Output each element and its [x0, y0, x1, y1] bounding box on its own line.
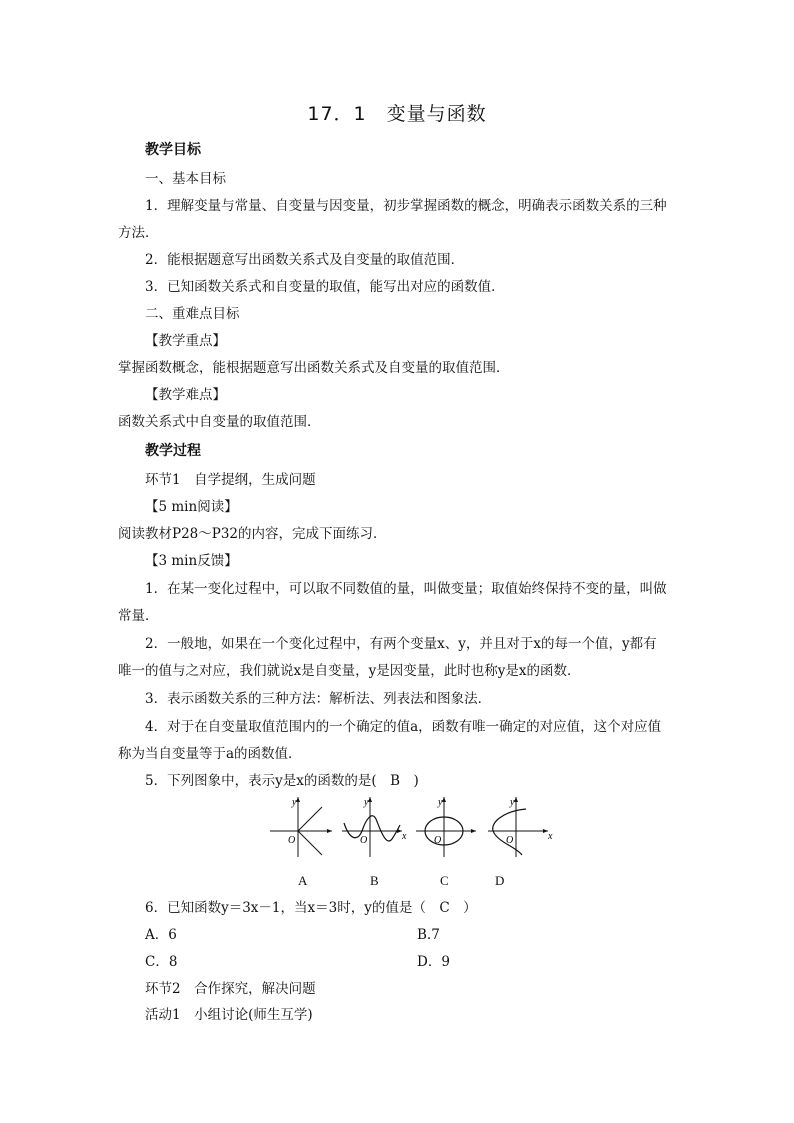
graph-label-a: A: [298, 873, 308, 888]
graph-label-c: C: [440, 873, 449, 888]
text-line: 唯一的值与之对应，我们就说x是自变量，y是因变量，此时也称y是x的函数．: [118, 663, 581, 679]
text-line: 1．理解变量与常量、自变量与因变量，初步掌握函数的概念，明确表示函数关系的三种: [145, 198, 667, 214]
text-line: 【5 min阅读】: [145, 499, 238, 515]
text-line: 1．在某一变化过程中，可以取不同数值的量，叫做变量；取值始终保持不变的量，叫做: [145, 581, 667, 597]
svg-text:y: y: [510, 797, 515, 808]
question-6: 6．已知函数y＝3x－1，当x＝3时，y的值是（ C ）: [145, 900, 477, 916]
text-line: 【3 min反馈】: [145, 553, 238, 569]
page-title: 17．1 变量与函数: [307, 103, 487, 125]
graph-a-figure: [268, 793, 334, 859]
text-line: 3．已知函数关系式和自变量的取值，能写出对应的函数值．: [145, 279, 505, 295]
text-line: 3．表示函数关系的三种方法：解析法、列表法和图象法．: [145, 691, 492, 707]
section-heading-process: 教学过程: [145, 443, 201, 459]
graph-c-figure: [414, 793, 480, 859]
svg-text:O: O: [506, 835, 514, 846]
text-line: 二、重难点目标: [145, 306, 240, 322]
text-line: 2．一般地，如果在一个变化过程中，有两个变量x、y，并且对于x的每一个值，y都有: [145, 636, 657, 652]
graph-b-figure: [340, 793, 410, 859]
svg-text:x: x: [548, 831, 553, 842]
svg-text:O: O: [434, 835, 442, 846]
text-line: 阅读教材P28～P32的内容，完成下面练习．: [118, 526, 387, 542]
text-line: 活动1 小组讨论(师生互学): [145, 1007, 313, 1023]
option-a: A．6: [145, 927, 177, 943]
text-line: 方法．: [118, 225, 159, 241]
text-line: 掌握函数概念，能根据题意写出函数关系式及自变量的取值范围．: [118, 360, 510, 376]
text-line: 【教学重点】: [145, 333, 226, 349]
graph-label-d: D: [495, 873, 505, 888]
text-line: 函数关系式中自变量的取值范围．: [118, 414, 321, 430]
text-line: 环节1 自学提纲，生成问题: [145, 472, 316, 488]
text-line: 【教学难点】: [145, 387, 226, 403]
option-b: B.7: [417, 927, 440, 943]
section-heading-goals: 教学目标: [145, 142, 201, 158]
svg-text:O: O: [288, 835, 296, 846]
question-5: 5．下列图象中，表示y是x的函数的是( B ): [145, 773, 419, 789]
svg-text:y: y: [438, 797, 443, 808]
text-line: 称为当自变量等于a的函数值．: [118, 746, 302, 762]
option-c: C．8: [145, 954, 178, 970]
text-line: 一、基本目标: [145, 171, 226, 187]
svg-text:x: x: [402, 831, 407, 842]
text-line: 环节2 合作探究，解决问题: [145, 981, 316, 997]
text-line: 2．能根据题意写出函数关系式及自变量的取值范围．: [145, 252, 465, 268]
svg-text:y: y: [292, 797, 297, 808]
option-d: D．9: [417, 954, 450, 970]
svg-text:O: O: [360, 835, 368, 846]
graph-d-figure: [486, 793, 558, 859]
graph-label-b: B: [370, 873, 379, 888]
text-line: 常量．: [118, 608, 159, 624]
svg-text:y: y: [364, 797, 369, 808]
text-line: 4．对于在自变量取值范围内的一个确定的值a，函数有唯一确定的对应值，这个对应值: [145, 719, 662, 735]
